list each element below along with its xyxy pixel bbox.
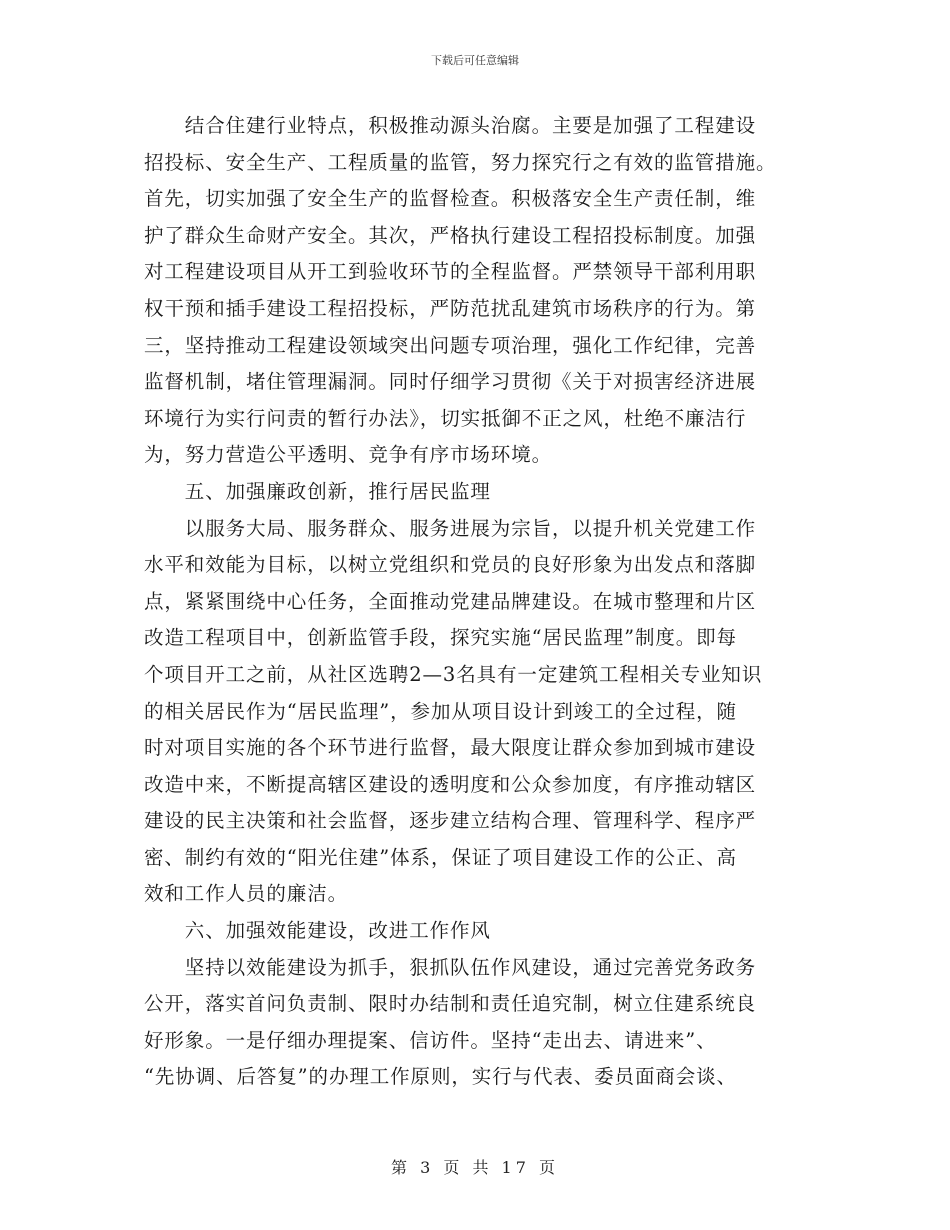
page-header: 下载后可任意编辑 bbox=[431, 54, 519, 67]
section-heading: 五、加强廉政创新，推行居民监理 bbox=[144, 479, 491, 503]
text-line: 监督机制，堵住管理漏洞。同时仔细学习贯彻《关于对损害经济进展 bbox=[144, 370, 757, 394]
text-line: 个项目开工之前，从社区选聘2—3名具有一定建筑工程相关专业知识 bbox=[144, 662, 763, 686]
text-line: 点，紧紧围绕中心任务，全面推动党建品牌建设。在城市整理和片区 bbox=[144, 589, 757, 613]
text-line: 首先，切实加强了安全生产的监督检查。积极落安全生产责任制，维 bbox=[144, 187, 757, 211]
text-line: 水平和效能为目标，以树立党组织和党员的良好形象为出发点和落脚 bbox=[144, 553, 757, 577]
text-line: 好形象。一是仔细办理提案、信访件。坚持“走出去、请进来”、 bbox=[144, 1028, 717, 1052]
text-line: 建设的民主决策和社会监督，逐步建立结构合理、管理科学、程序严 bbox=[144, 809, 757, 833]
document-body bbox=[144, 108, 812, 1096]
text-line: 为，努力营造公平透明、竞争有序市场环境。 bbox=[144, 443, 553, 467]
text-line: 结合住建行业特点，积极推动源头治腐。主要是加强了工程建设 bbox=[144, 114, 757, 137]
section-heading: 六、加强效能建设，改进工作作风 bbox=[144, 919, 491, 943]
text-line: 时对项目实施的各个环节进行监督，最大限度让群众参加到城市建设 bbox=[144, 736, 757, 760]
text-line: 公开，落实首问负责制、限时办结制和责任追究制，树立住建系统良 bbox=[144, 992, 757, 1016]
text-line: 环境行为实行问责的暂行办法》，切实抵御不正之风，杜绝不廉洁行 bbox=[144, 406, 747, 430]
text-line: 改造中来，不断提高辖区建设的透明度和公众参加度，有序推动辖区 bbox=[144, 772, 757, 796]
text-line: 招投标、安全生产、工程质量的监管，努力探究行之有效的监管措施。 bbox=[144, 150, 777, 174]
text-line: 三，坚持推动工程建设领域突出问题专项治理，强化工作纪律，完善 bbox=[144, 333, 757, 357]
text-line: 密、制约有效的“阳光住建”体系，保证了项目建设工作的公正、高 bbox=[144, 845, 737, 869]
page-footer: 第 3 页 共 17 页 bbox=[391, 1158, 559, 1177]
text-line: 坚持以效能建设为抓手，狠抓队伍作风建设，通过完善党务政务 bbox=[144, 955, 757, 979]
text-line: “先协调、后答复”的办理工作原则，实行与代表、委员面商会谈、 bbox=[144, 1065, 737, 1089]
text-line: 的相关居民作为“居民监理”，参加从项目设计到竣工的全过程，随 bbox=[144, 699, 737, 723]
text-line: 对工程建设项目从开工到验收环节的全程监督。严禁领导干部利用职 bbox=[144, 260, 757, 284]
text-line: 以服务大局、服务群众、服务进展为宗旨，以提升机关党建工作 bbox=[144, 516, 757, 540]
text-line: 改造工程项目中，创新监管手段，探究实施“居民监理”制度。即每 bbox=[144, 626, 737, 650]
text-line: 权干预和插手建设工程招投标，严防范扰乱建筑市场秩序的行为。第 bbox=[144, 296, 757, 320]
text-line: 护了群众生命财产安全。其次，严格执行建设工程招投标制度。加强 bbox=[144, 223, 757, 247]
text-line: 效和工作人员的廉洁。 bbox=[144, 882, 349, 906]
